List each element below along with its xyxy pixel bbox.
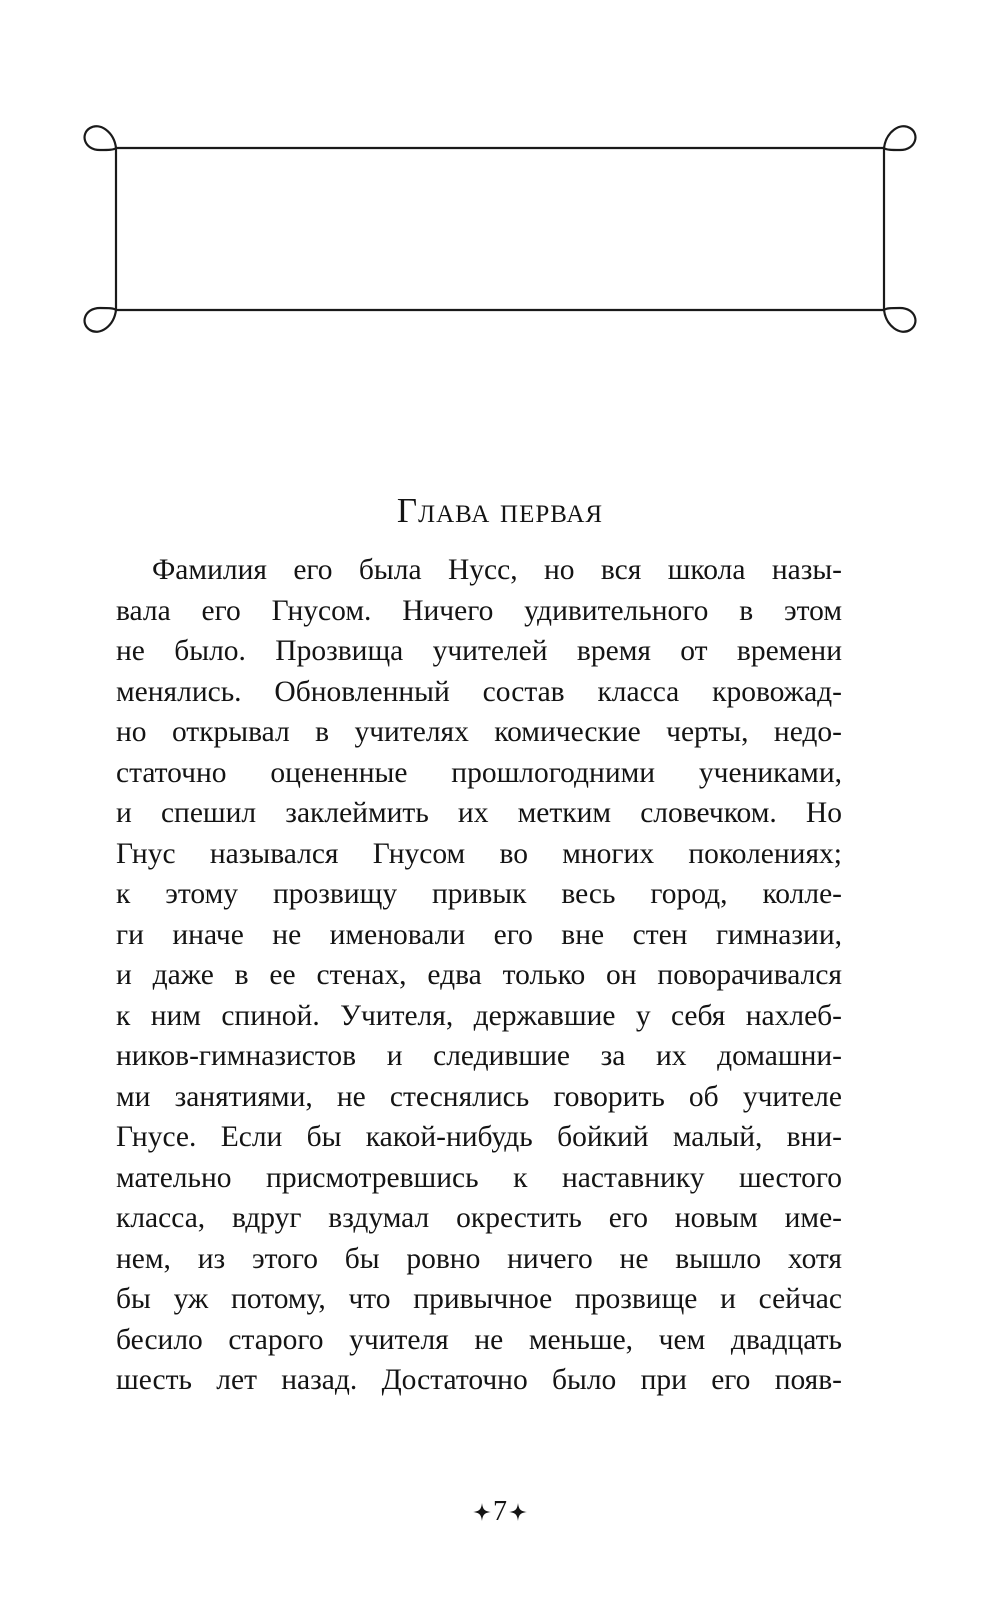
text-line: нем, из этого бы ровно ничего не вышло хотя	[116, 1242, 842, 1275]
text-line: Фамилия его была Нусс, но вся школа назы-	[152, 554, 842, 586]
text-line: ми занятиями, не стеснялись говорить об учителе	[116, 1080, 842, 1113]
text-line: менялись. Обновленный состав класса кровожад-	[116, 675, 842, 708]
page-footer	[0, 1492, 1000, 1530]
four-point-star-icon	[473, 1503, 491, 1521]
text-line: ги иначе не именовали его вне стен гимназии,	[116, 918, 842, 951]
text-line: Гнус назывался Гнусом во многих поколениях;	[116, 837, 842, 870]
text-line: не было. Прозвища учителей время от времени	[116, 635, 842, 667]
text-line: и спешил заклеймить их метким словечком. Но	[116, 797, 842, 829]
text-line: вала его Гнусом. Ничего удивительного в этом	[116, 594, 842, 627]
text-line: мательно присмотревшись к наставнику шестого	[116, 1161, 842, 1194]
text-line: к этому прозвищу привык весь город, колле-	[116, 878, 842, 910]
chapter-title: Глава первая	[396, 491, 604, 530]
text-line: но открывал в учителях комические черты, недо-	[116, 716, 842, 748]
text-line: ников-гимназистов и следившие за их домашни-	[116, 1040, 842, 1072]
body-text	[116, 550, 842, 1401]
text-line: Гнусе. Если бы какой-нибудь бойкий малый, вни-	[116, 1121, 842, 1153]
text-line: бы уж потому, что привычное прозвище и сейчас	[116, 1283, 842, 1315]
text-line: бесило старого учителя не меньше, чем двадцать	[116, 1323, 842, 1356]
text-line: шесть лет назад. Достаточно было при его появ-	[116, 1364, 842, 1396]
text-line: к ним спиной. Учителя, державшие у себя нахлеб-	[116, 999, 842, 1032]
decorative-scroll-frame	[0, 0, 1000, 360]
text-line: класса, вдруг вздумал окрестить его новым име-	[116, 1202, 842, 1234]
text-line: и даже в ее стенах, едва только он поворачивался	[116, 959, 842, 991]
page-number: 7	[493, 1495, 507, 1527]
text-line: статочно оцененные прошлогодними учениками,	[116, 756, 842, 789]
four-point-star-icon	[509, 1503, 527, 1521]
